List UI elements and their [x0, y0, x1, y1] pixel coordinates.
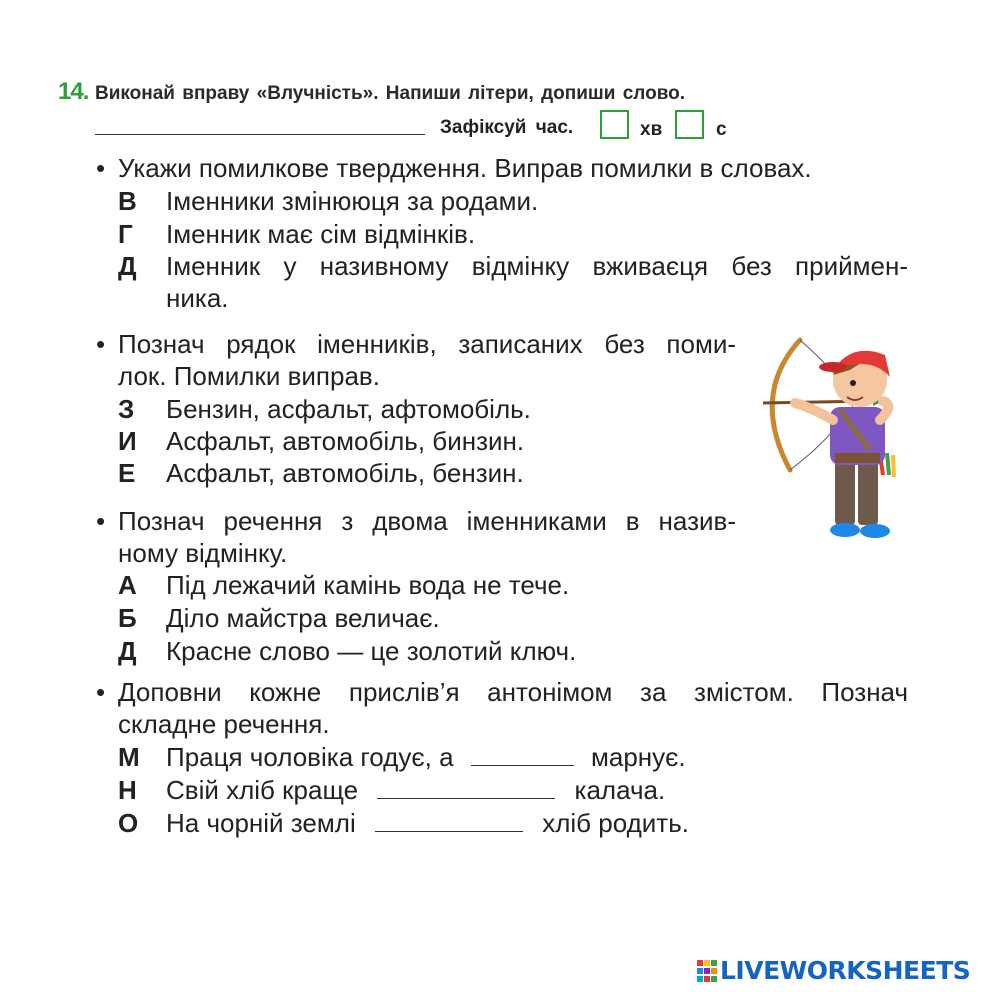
time-label: Зафіксуй час. — [440, 117, 574, 138]
seconds-unit: с — [716, 119, 727, 140]
option-letter: В — [118, 186, 137, 216]
option-letter: Н — [118, 775, 137, 805]
question-3-text: Познач речення з двома іменниками в назив- — [118, 506, 736, 536]
option-letter: Г — [118, 219, 133, 249]
option-text: Асфальт, автомобіль, бензин. — [166, 458, 524, 488]
question-1-text: Укажи помилкове твердження. Виправ помилки в словах. — [118, 153, 812, 183]
option-n — [118, 774, 818, 806]
option-m — [118, 741, 818, 773]
option-text: Під лежачий камінь вода не тече. — [166, 570, 570, 600]
question-2-text: Познач рядок іменників, записаних без поми- — [118, 329, 736, 359]
proverb-end: марнує. — [591, 742, 686, 772]
option-text: Діло майстра величає. — [166, 603, 440, 633]
option-d2[interactable] — [118, 635, 738, 667]
question-4-prompt — [96, 676, 908, 740]
option-text: Іменники змінююця за родами. — [166, 186, 539, 216]
proverb-start: Свій хліб краще — [166, 775, 359, 805]
question-4-text: Доповни кожне прислів’я антонімом за змістом. Познач — [118, 677, 908, 707]
answer-line[interactable] — [95, 134, 425, 135]
proverb-end: хліб родить. — [542, 808, 689, 838]
option-letter: Д — [118, 251, 137, 281]
option-letter: Б — [118, 603, 137, 633]
bullet-icon: • — [96, 677, 106, 707]
proverb-start: На чорній землі — [166, 808, 356, 838]
minutes-unit: хв — [640, 119, 663, 140]
task-instruction: Виконай вправу «Влучність». Напиши літери, допиши слово. — [95, 83, 686, 104]
option-text: Бензин, асфальт, афтомобіль. — [166, 394, 531, 424]
option-letter: А — [118, 570, 137, 600]
option-text-continued: ника. — [166, 283, 229, 313]
question-2-text-continued: лок. Помилки виправ. — [118, 361, 380, 391]
question-1-prompt — [96, 152, 812, 184]
logo-text: LIVEWORKSHEETS — [720, 956, 971, 985]
option-d1[interactable] — [118, 250, 908, 314]
question-4-text-continued: складне речення. — [118, 709, 330, 739]
option-z[interactable] — [118, 393, 738, 425]
option-letter: М — [118, 742, 140, 772]
option-text: Іменник має сім відмінків. — [166, 219, 476, 249]
option-h[interactable] — [118, 218, 908, 250]
option-b[interactable] — [118, 602, 738, 634]
option-letter: З — [118, 394, 135, 424]
proverb-end: калача. — [574, 775, 666, 805]
logo-grid-icon — [697, 960, 717, 982]
seconds-box[interactable] — [675, 110, 704, 139]
antonym-blank[interactable] — [377, 776, 555, 799]
bullet-icon: • — [96, 329, 106, 359]
option-e[interactable] — [118, 457, 738, 489]
option-text: Іменник у називному відмінку вживаєця без приймен- — [166, 251, 908, 281]
archer-illustration — [755, 335, 915, 550]
option-v[interactable] — [118, 185, 908, 217]
minutes-box[interactable] — [600, 110, 629, 139]
option-letter: Д — [118, 636, 137, 666]
bullet-icon: • — [96, 153, 106, 183]
task-number: 14. — [58, 78, 89, 105]
option-text: Асфальт, автомобіль, бинзин. — [166, 426, 525, 456]
option-o — [118, 807, 818, 839]
option-text: Красне слово — це золотий ключ. — [166, 636, 577, 666]
question-2-prompt — [96, 328, 736, 392]
question-3-prompt — [96, 505, 736, 569]
option-letter: И — [118, 426, 137, 456]
antonym-blank[interactable] — [471, 743, 574, 766]
proverb-start: Праця чоловіка годує, а — [166, 742, 454, 772]
option-y[interactable] — [118, 425, 738, 457]
option-letter: Е — [118, 458, 136, 488]
question-3-text-continued: ному відмінку. — [118, 538, 288, 568]
bullet-icon: • — [96, 506, 106, 536]
option-letter: О — [118, 808, 139, 838]
antonym-blank[interactable] — [375, 809, 523, 832]
option-a[interactable] — [118, 569, 738, 601]
